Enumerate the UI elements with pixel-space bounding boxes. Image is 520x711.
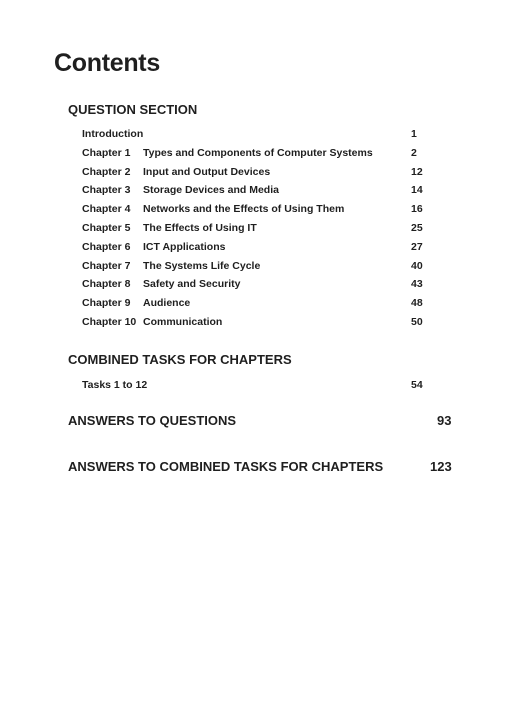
toc-entry-chapter-6[interactable]: [82, 238, 430, 257]
toc-entry-chapter-7[interactable]: [82, 257, 430, 276]
toc-entry-title: Safety and Security: [143, 278, 241, 291]
toc-entry-title: Networks and the Effects of Using Them: [143, 203, 345, 216]
toc-entry-page: 43: [411, 278, 423, 291]
toc-entry-title: Types and Components of Computer Systems: [143, 146, 373, 159]
toc-entry-page: 50: [411, 315, 423, 328]
toc-entry-label: Chapter 10: [82, 315, 137, 328]
toc-entry-page: 54: [411, 379, 423, 391]
section-heading-question: QUESTION SECTION: [68, 102, 198, 117]
toc-entry-page: 2: [411, 146, 417, 159]
toc-entry-page: 40: [411, 259, 423, 272]
toc-entry-page: 12: [411, 165, 423, 178]
toc-entry-title: Audience: [143, 297, 191, 310]
toc-entry-page: 25: [411, 221, 423, 234]
toc-entry-label: Chapter 9: [82, 297, 131, 310]
toc-entry-chapter-1[interactable]: [82, 144, 430, 163]
toc-entry-page: 1: [411, 128, 417, 140]
toc-entry-title: The Effects of Using IT: [143, 221, 257, 234]
toc-entry-page: 14: [411, 184, 423, 197]
toc-entry-answers-combined-page: 123: [430, 459, 452, 474]
toc-entry-label: Chapter 3: [82, 184, 131, 197]
toc-entry-chapter-4[interactable]: [82, 200, 430, 219]
toc-entry-chapter-8[interactable]: [82, 275, 430, 294]
section-heading-combined-tasks: COMBINED TASKS FOR CHAPTERS: [68, 352, 292, 367]
toc-entry-title: The Systems Life Cycle: [143, 259, 261, 272]
toc-entry-answers-questions-page: 93: [437, 413, 452, 428]
toc-entry-label: Tasks 1 to 12: [82, 379, 148, 391]
toc-entry-answers-questions[interactable]: ANSWERS TO QUESTIONS: [68, 413, 237, 428]
toc-entry-answers-combined[interactable]: ANSWERS TO COMBINED TASKS FOR CHAPTERS: [68, 459, 384, 474]
toc-entry-page: 27: [411, 240, 423, 253]
toc-entry-title: Communication: [143, 315, 223, 328]
toc-entry-chapter-3[interactable]: [82, 181, 430, 200]
toc-entry-page: 48: [411, 297, 423, 310]
toc-entry-title: Storage Devices and Media: [143, 184, 279, 197]
toc-entry-chapter-10[interactable]: [82, 313, 430, 332]
toc-entry-label: Chapter 8: [82, 278, 131, 291]
toc-entry-page: 16: [411, 203, 423, 216]
page-title: Contents: [54, 49, 160, 77]
toc-entry-label: Chapter 6: [82, 240, 131, 253]
toc-entry-label: Chapter 2: [82, 165, 131, 178]
toc-entry-chapter-5[interactable]: [82, 219, 430, 238]
toc-entry-label: Introduction: [82, 128, 144, 140]
toc-entry-title: ICT Applications: [143, 240, 226, 253]
combined-tasks-list: [82, 376, 430, 395]
toc-entry-title: Input and Output Devices: [143, 165, 271, 178]
toc-entry-introduction[interactable]: [82, 125, 430, 144]
toc-entry-label: Chapter 1: [82, 146, 131, 159]
toc-entry-label: Chapter 5: [82, 221, 131, 234]
toc-entry-label: Chapter 7: [82, 259, 131, 272]
toc-entry-chapter-2[interactable]: [82, 163, 430, 182]
question-section-list: [82, 125, 430, 332]
toc-entry-tasks[interactable]: [82, 376, 430, 395]
toc-entry-chapter-9[interactable]: [82, 294, 430, 313]
toc-entry-label: Chapter 4: [82, 203, 131, 216]
